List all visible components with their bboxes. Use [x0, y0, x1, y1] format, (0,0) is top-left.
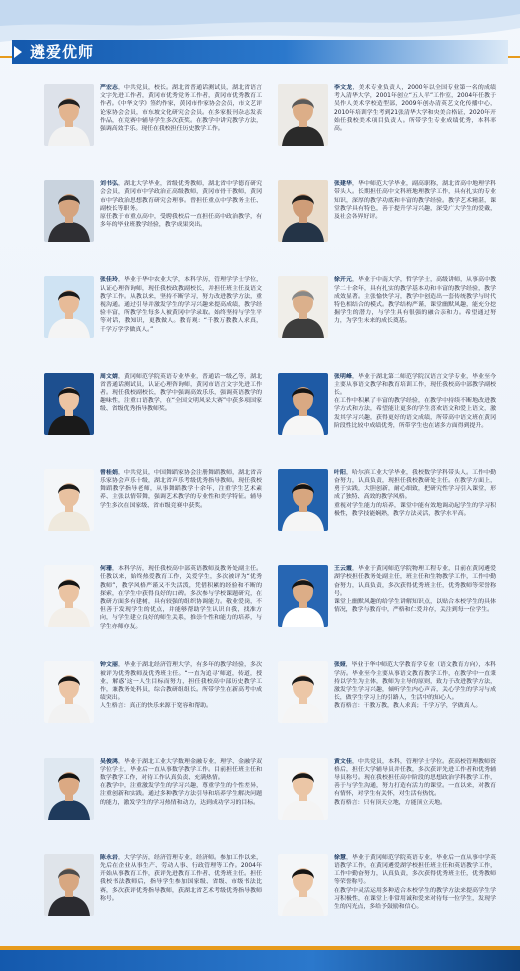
bio-text: ，毕业于华中农业大学，本科学历，管理学学士学位，认证心理咨询师，现任我校政教副校长，并担任班主任及语文教学工作。从教以来，坚持不断学习，努力改进教学方法，重视沟通。通过引导并激发学生的学习兴趣来提高成绩，教学经验丰富，所教学生每多人被黄冈中学录取。始终坚持与学生平等对话，教知识，更教做人。教育观：“千教万教教人求真，千学万学学做真人。”	[100, 277, 262, 333]
bio-paragraph	[334, 702, 496, 710]
teacher-bio	[334, 276, 496, 364]
bio-paragraph	[100, 782, 262, 807]
teacher-bio	[100, 276, 262, 364]
teacher-bio	[100, 469, 262, 557]
bio-paragraph	[334, 373, 496, 398]
bio-text: ，毕业于黄冈师范学院英语专业，毕业后一直从事中学英语教学工作，在黄冈遴爱湖学校担任班主任和英语教学工作，工作中勤奋努力，认真负责，多次获得优秀班主任，优秀教师等荣誉称号。	[334, 854, 496, 886]
bio-text: 课堂上幽默风趣的给学生讲解知识点，以贴合本校学生的具体情况，教学与教育中，严格和仁爱并存，关注到每一位学生。	[334, 598, 496, 614]
teacher-name: 严宏志	[100, 85, 119, 91]
bio-text: ，华中师范大学毕业，副高职称，湖北省高中地理学科带头人。长期担任高中文科班地理教学工作，具有扎实的专业知识，深厚的教学功底和丰富的教学经验。教学艺术精湛，课堂教学具有特色，善于提升学习兴趣，深受广大学生的爱戴，及社会各界好评。	[334, 181, 496, 221]
teacher-photo	[278, 758, 328, 820]
bio-text: ，毕业于湖北工业大学数理金融专业，理学、金融学双学位学士，毕业后一直从事数学教学工作。目前担任班主任和数学教学工作，对待工作认真负责、充满热情。	[100, 758, 262, 781]
teacher-name: 张建华	[334, 181, 353, 188]
bio-text: ，黄冈师范学院英语专业毕业，普通话一级乙等，湖北省普通话测试员，认证心理咨询师，黄冈市语言文字先进工作者。现任我校副校长，教学中强调高效乐乐，强调英语教学的趣味性，注重口语教学，在“全国文明风采大赛”中获多项国家级、省级优秀指导教师奖。	[100, 373, 262, 413]
bio-text: ，哈尔滨工业大学毕业，我校数学学科带头人。工作中勤奋努力，认真负责，现担任我校教研处主任。在教学方面上，勇于实践，大胆创新，耐心细致，把研究性学习引入课堂，形成了独特、高效的教学风格。	[334, 469, 496, 501]
teacher-photo	[278, 469, 328, 531]
teacher-bio	[334, 180, 496, 268]
bio-paragraph	[100, 758, 262, 783]
teacher-bio	[334, 661, 496, 749]
teacher-photo	[278, 276, 328, 338]
bio-text: 在教学中，注重激发学生的学习兴趣，尊重学生的个性差异，注重创新和实践。通过多种教学方法引导和培养学生解决问题的能力，激发学生的学习热情和动力，达到成功学习的目标。	[100, 783, 262, 806]
bio-text: 原任教于市重点高中，受聘我校后一直担任高中政治教学，有多年的毕业班教学经验，教学成果突出。	[100, 214, 262, 229]
bio-paragraph	[334, 854, 496, 887]
bio-text: 重视对学生能力的培养，课堂中能有效地调动起学生的学习积极性，教学技能娴熟，教学方法灵活，教学水平高。	[334, 502, 496, 517]
teacher-photo	[44, 469, 94, 531]
teacher-photo	[278, 373, 328, 435]
teacher-bio	[100, 854, 262, 942]
teacher-bio	[100, 565, 262, 653]
teacher-card	[44, 852, 262, 942]
title-arrow-icon	[14, 46, 22, 58]
teacher-card	[44, 178, 262, 268]
teacher-name: 周文婧	[100, 373, 119, 380]
bio-paragraph	[334, 598, 496, 614]
bio-paragraph	[100, 854, 262, 903]
teacher-grid	[44, 82, 496, 942]
bio-paragraph	[334, 565, 496, 598]
teacher-card	[278, 563, 496, 653]
teacher-name: 曾桂娟	[100, 469, 119, 476]
teacher-name: 钟文丽	[100, 662, 119, 669]
teacher-name: 叶阳	[334, 469, 347, 476]
teacher-photo	[44, 84, 94, 146]
teacher-photo	[278, 565, 328, 627]
teacher-card	[278, 371, 496, 461]
bio-text: 人生格言：真正的快乐来源于宽容和帮助。	[100, 703, 212, 710]
bio-text: ，毕业于湖北第二师范学院汉语言文学专业，毕业至今主要从事语文教学和教育培训工作，现任我校高中部教学副校长。	[334, 373, 496, 397]
teacher-name: 徐慧	[334, 854, 347, 861]
section-title: 遴爱优师	[30, 43, 95, 61]
teacher-bio	[334, 469, 496, 557]
teacher-bio	[334, 84, 496, 172]
bio-paragraph	[334, 469, 496, 502]
bio-paragraph	[100, 373, 262, 414]
bio-paragraph	[100, 469, 262, 510]
teacher-card	[44, 659, 262, 749]
bio-text: ，毕业于湖北经济管理大学，有多年的教学经验，多次被评为优秀教师及优秀班主任。“一直为追寻‘师道，传道，授业，解惑’这一人生目标而努力，担任我校高中部历史教学工作，兼教务处科员，综合教研组组长。所带学生在新高考中成绩突出。	[100, 662, 262, 702]
teacher-card	[44, 756, 262, 846]
bio-paragraph	[100, 213, 262, 229]
teacher-bio	[334, 758, 496, 846]
bio-paragraph	[334, 661, 496, 702]
bio-text: ，毕业于华中师范大学教育学专业（语文教育方向），本科学历。毕业至今主要从事语文教育教学工作，在教学中一直秉持以学生为主体，教师为主导的原则，致力于改进教学方法，激发学生学习兴趣，倾听学生内心声音，关心学生的学习与成长，做学生学习上的引路人，生活中的知心人。	[334, 662, 496, 702]
bio-paragraph	[100, 565, 262, 631]
bio-paragraph	[100, 84, 262, 133]
teacher-photo	[44, 565, 94, 627]
teacher-card	[278, 756, 496, 846]
bio-paragraph	[334, 276, 496, 325]
bio-paragraph	[334, 84, 496, 133]
teacher-bio	[334, 565, 496, 653]
teacher-name: 张娅	[334, 662, 346, 669]
teacher-card	[278, 274, 496, 364]
bio-text: 在教学中灵活运用多种适合本校学生的教学方法来提高学生学习积极性，在课堂上非常用诚和爱来对待每一位学生，发现学生的闪光点，多给予鼓励和信心。	[334, 887, 496, 910]
teacher-photo	[44, 661, 94, 723]
bio-text: ，中共党员，校长。湖北省普通话测试员，湖北省语言文字先进工作者，黄冈市优秀党务工作者，黄冈市优秀教育工作者。《中华文学》签约作家，黄冈市作家协会会员，市文艺评论家协会会员，市东坡文化研究会会员。在多家报刊杂志发表作品，在竞赛中辅导学生多次获奖。在教学中讲究教学方法，强调高效手乐。现任在我校担任历史教学工作。	[100, 85, 262, 133]
bio-paragraph	[334, 180, 496, 221]
teacher-card	[44, 82, 262, 172]
teacher-card	[44, 371, 262, 461]
bio-text: ，毕业于中南大学，哲学学士，高级讲师，从事高中教学二十余年，具有扎实的教学基本功和丰富的教学经验，教学成效显著。主张愉快学习，教学中创造出一套传统教学与时代特色相结合的模式。教学结构严谨，课堂幽默风趣，能充分挖掘学生的潜力，与学生具有很强的融合亲和力。希望通过努力，为学生未来的成长奠基。	[334, 277, 496, 325]
bio-text: 教育格言：干教万教，教人求真；千学万学，学做真人。	[334, 703, 482, 710]
teacher-card	[44, 274, 262, 364]
bio-paragraph	[100, 276, 262, 333]
teacher-card	[44, 467, 262, 557]
teacher-bio	[100, 84, 262, 172]
bio-paragraph	[334, 758, 496, 799]
teacher-photo	[44, 180, 94, 242]
teacher-photo	[278, 84, 328, 146]
teacher-name: 徐开元	[334, 277, 353, 284]
bio-text: ，大学学历，经济管理专业，经济师。参加工作以来，先后在企业从事生产、劳动人事、行政管理等工作。2004年开始从事教育工作，获评先进教育工作者、优秀班主任。担任我校书法教师后，指导学生参加国家级、省级、市级书法比赛，多次获评优秀指导教师，获湖北省艺术考级优秀指导教师称号。	[100, 854, 262, 902]
teacher-name: 吴俊鸿	[100, 758, 119, 765]
teacher-name: 张明峰	[334, 373, 353, 380]
bio-text: ，美术专业负责人，2000年以全国专业第一名的成绩考入清华大学，2001年创立“五人半”工作室，2004年任教于吴作人美术学校造型部，2009年创办清英艺文化传播中心，2010年培训学生考到21张清华大学和央美合格证，2020年开始任我校美术项目负责人。所带学生专业成绩优秀，本科率高。	[334, 85, 496, 133]
bio-paragraph	[334, 397, 496, 430]
teacher-card	[278, 659, 496, 749]
bio-paragraph	[100, 661, 262, 702]
bio-text: 在工作中积累了丰富的教学经验，在教学中持续不断地改进教学方式和方法，希望能让更多的学生喜欢语文和爱上语文，激发其学习兴趣，获得更好的语文成绩，所带高中语文班在黄冈阶段性比较中成绩优秀，所带学生也在诸多方面得到提升。	[334, 398, 496, 429]
teacher-bio	[334, 854, 496, 942]
teacher-card	[278, 467, 496, 557]
bio-paragraph	[334, 887, 496, 912]
bio-text: ，中共党员，本科，管理学士学位。获高校管理教师资格后，担任大学辅导员并任教，多次获评先进工作者和优秀辅导员称号。现在我校担任高中阶段的思想政治学科教学工作，善于与学生沟通，努力打造有活力的课堂。一直以来，对教育有情怀，对学生有关怀，对生活有热忱。	[334, 758, 496, 798]
bio-text: ，毕业于黄冈师范学院物理工程专业，目前在黄冈遴爱湖学校担任教务处副主任，班主任和生物教学工作，工作中勤奋努力，认真负责，多次获得优秀班主任，优秀教师等荣誉称号。	[334, 566, 496, 597]
teacher-photo	[278, 180, 328, 242]
bio-text: ，中共党员，中国舞蹈家协会注册舞蹈教师，湖北省音乐家协会声乐十级，湖北省声乐考级优秀指导教师。现任我校舞蹈教学指导老师，从事舞蹈教学十余年，注重学生艺术素养、主张以情带舞，强调艺术教学的专业性和美学特征。辅导学生多次在国家级、省市级竞赛中获奖。	[100, 469, 262, 509]
teacher-name: 黄文佳	[334, 758, 353, 765]
teacher-name: 刘书弘	[100, 181, 119, 188]
teacher-photo	[44, 758, 94, 820]
teacher-bio	[100, 373, 262, 461]
teacher-photo	[44, 373, 94, 435]
teacher-card	[278, 178, 496, 268]
bio-paragraph	[100, 180, 262, 213]
teacher-name: 陈永岩	[100, 854, 119, 861]
bio-text: ，湖北大学毕业，省级优秀教师，湖北省中学德育研究会会员，黄冈市中学政治正高级教师，黄冈市骨干教师，黄冈市中学政治思想教育研究会理事。曾担任重点中学教务主任、副校长等职务。	[100, 181, 262, 212]
teacher-photo	[278, 854, 328, 916]
bio-paragraph	[334, 502, 496, 518]
teacher-name: 王云霞	[334, 566, 353, 573]
footer-band	[0, 950, 520, 971]
teacher-card	[44, 563, 262, 653]
teacher-photo	[278, 661, 328, 723]
teacher-name: 李文龙	[334, 85, 353, 91]
teacher-photo	[44, 276, 94, 338]
bio-paragraph	[100, 702, 262, 710]
teacher-card	[278, 82, 496, 172]
bio-paragraph	[334, 799, 496, 807]
teacher-name: 张佳玲	[100, 277, 119, 284]
teacher-name: 何珊	[100, 566, 113, 573]
teacher-photo	[44, 854, 94, 916]
teacher-bio	[334, 373, 496, 461]
bio-text: 教育格言：只有顶天立地，方能顶立天地。	[334, 799, 446, 806]
bio-text: ，本科学历，现任我校高中部英语教师及教务处副主任。任教以来，始终热爱教育工作，关爱学生，多次被评为“优秀教师”，教学风格严谨又不失活泼，凭借积累的经验和不断的探索，在学生中获得良好的口碑。多次参与学校课题研究，在教研方面多有建树，具有较强的组织协调能力。敬业爱岗，不但善于发现学生的优点，并能够帮助学生认识自我，找准方向，与学生建立良好的师生关系，推崇个性和能力的培养，与学生亦师亦友。	[100, 566, 262, 630]
teacher-bio	[100, 661, 262, 749]
teacher-bio	[100, 180, 262, 268]
teacher-card	[278, 852, 496, 942]
teacher-bio	[100, 758, 262, 846]
